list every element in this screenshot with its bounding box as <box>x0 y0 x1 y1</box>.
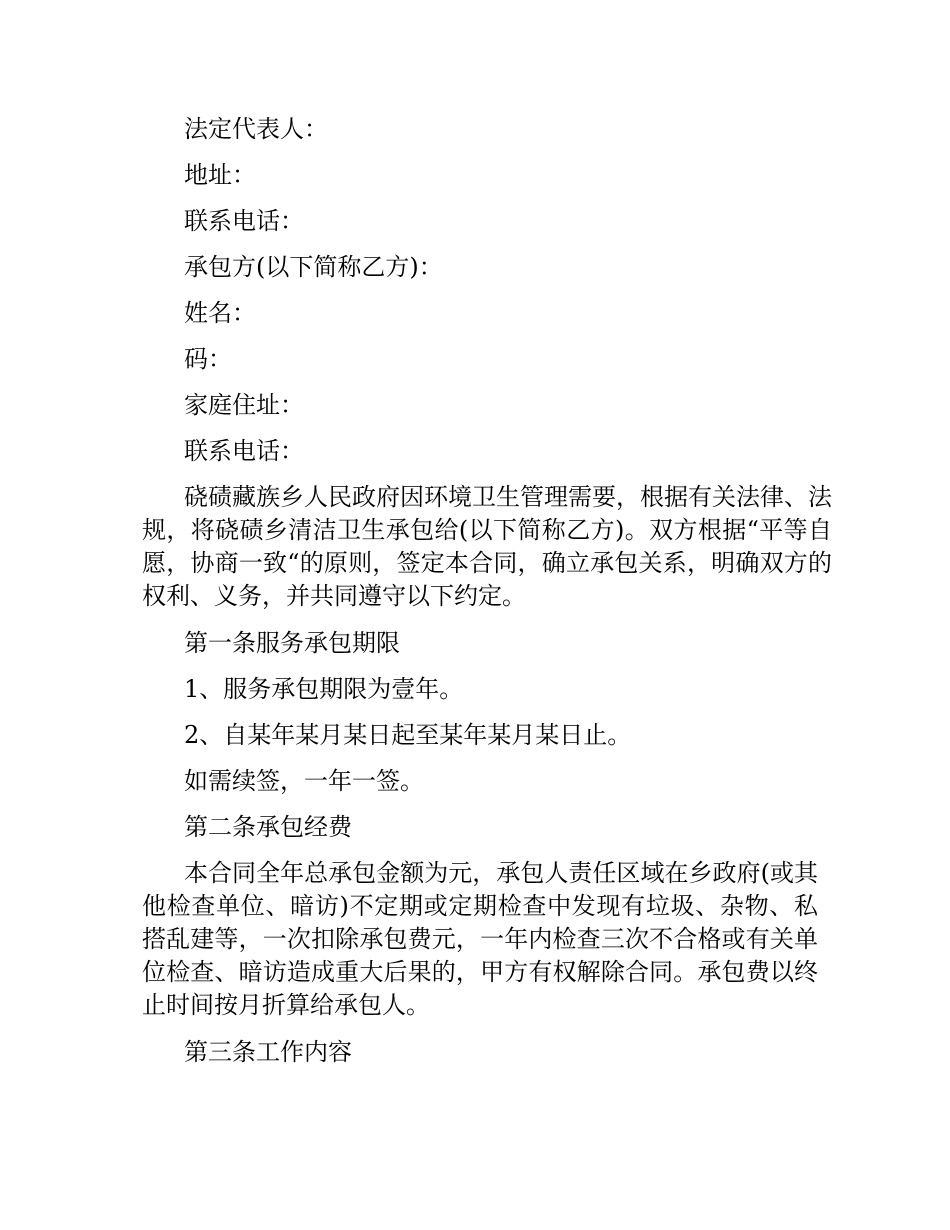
article-1-item-1: 1、服务承包期限为壹年。 <box>184 675 464 703</box>
article-3-title: 第三条工作内容 <box>184 1038 352 1066</box>
id-code-line: 码： <box>184 345 232 373</box>
article-2-title: 第二条承包经费 <box>184 813 352 841</box>
phone-line-party-b: 联系电话： <box>184 437 304 465</box>
article-1-title: 第一条服务承包期限 <box>184 629 400 657</box>
article-1-item-2: 2、自某年某月某日起至某年某月某日止。 <box>184 721 632 749</box>
article-1-renewal-note: 如需续签，一年一签。 <box>184 767 424 795</box>
phone-line-party-a: 联系电话： <box>184 207 304 235</box>
name-line: 姓名： <box>184 299 256 327</box>
contractor-heading: 承包方(以下简称乙方)： <box>184 253 443 281</box>
address-line: 地址： <box>184 161 256 189</box>
legal-representative-line: 法定代表人： <box>184 115 328 143</box>
article-2-paragraph: 本合同全年总承包金额为元，承包人责任区域在乡政府(或其他检查单位、暗访)不定期或定期检查中发现有垃圾、杂物、私搭乱建等，一次扣除承包费元，一年内检查三次不合格或有关单位检查、暗访造成重大后果的，甲方有权解除合同。承包费以终止时间按月折算给承包人。 <box>142 859 818 1019</box>
document-body <box>142 113 832 1082</box>
intro-paragraph: 硗碛藏族乡人民政府因环境卫生管理需要，根据有关法律、法规，将硗碛乡清洁卫生承包给(以下简称乙方)。双方根据“平等自愿，协商一致“的原则，签定本合同，确立承包关系，明确双方的权利、义务，并共同遵守以下约定。 <box>142 483 832 610</box>
home-address-line: 家庭住址： <box>184 391 304 419</box>
